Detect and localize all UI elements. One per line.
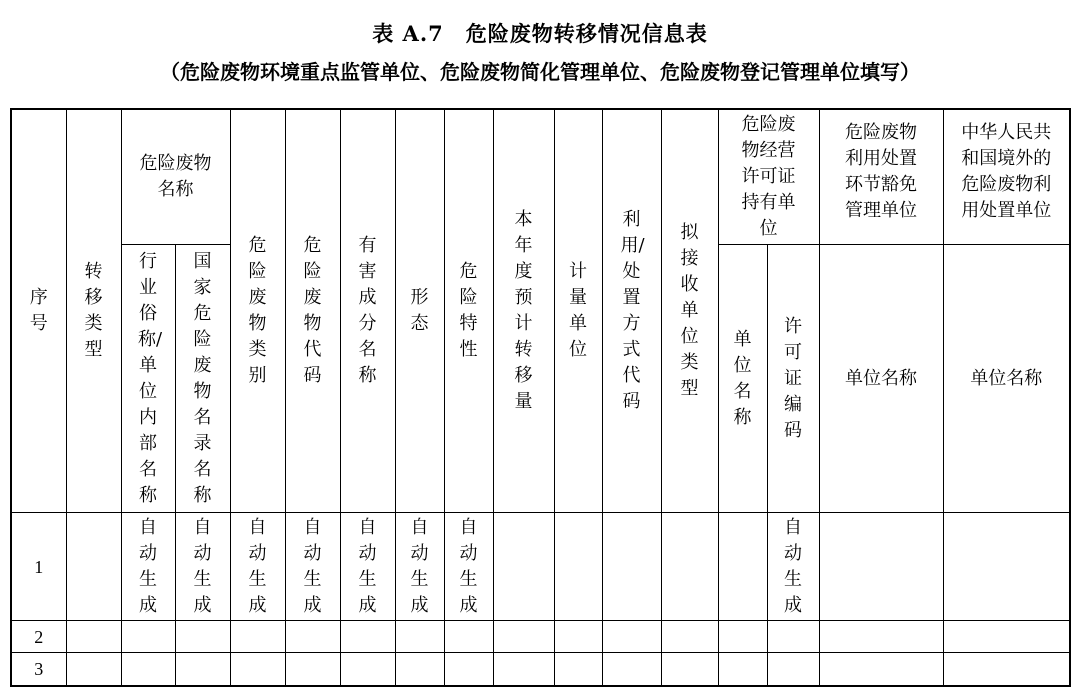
table-subtitle: （危险废物环境重点监管单位、危险废物简化管理单位、危险废物登记管理单位填写） xyxy=(160,60,920,84)
header-industry-name: 行业俗称/单位内部名称 xyxy=(121,245,175,513)
header-unit-name: 单位名称 xyxy=(718,245,767,513)
cell-category: 自动生成 xyxy=(230,513,285,621)
row-seq: 2 xyxy=(11,621,66,653)
cell[interactable] xyxy=(602,621,661,653)
cell[interactable] xyxy=(230,653,285,686)
cell-national-name: 自动生成 xyxy=(175,513,230,621)
cell[interactable] xyxy=(767,621,819,653)
waste-transfer-table xyxy=(10,108,1071,687)
header-code: 危险废物代码 xyxy=(285,109,340,513)
cell-license-no: 自动生成 xyxy=(767,513,819,621)
cell[interactable] xyxy=(718,653,767,686)
cell[interactable] xyxy=(175,621,230,653)
cell[interactable] xyxy=(493,621,554,653)
cell[interactable] xyxy=(767,653,819,686)
cell[interactable] xyxy=(175,653,230,686)
header-waste-name-group: 危险废物名称 xyxy=(121,109,230,245)
table-row xyxy=(11,653,1070,686)
cell[interactable] xyxy=(340,621,395,653)
cell[interactable] xyxy=(395,653,444,686)
table-row xyxy=(11,513,1070,621)
header-property: 危险特性 xyxy=(444,109,493,513)
cell[interactable] xyxy=(554,653,602,686)
cell[interactable] xyxy=(121,653,175,686)
cell[interactable] xyxy=(285,653,340,686)
table-title: 表 A.7 危险废物转移情况信息表 xyxy=(372,21,708,46)
header-unit: 计量单位 xyxy=(554,109,602,513)
header-license-group: 危险废物经营许可证持有单位 xyxy=(718,109,819,245)
header-method-code: 利用/处置方式代码 xyxy=(602,109,661,513)
header-national-name: 国家危险废物名录名称 xyxy=(175,245,230,513)
cell-property: 自动生成 xyxy=(444,513,493,621)
cell-industry-name: 自动生成 xyxy=(121,513,175,621)
header-overseas-unit-name: 单位名称 xyxy=(943,245,1070,513)
cell[interactable] xyxy=(718,621,767,653)
cell-harmful: 自动生成 xyxy=(340,513,395,621)
cell[interactable] xyxy=(66,621,121,653)
cell[interactable] xyxy=(943,621,1070,653)
cell[interactable] xyxy=(285,621,340,653)
header-annual-qty: 本年度预计转移量 xyxy=(493,109,554,513)
header-form: 形态 xyxy=(395,109,444,513)
cell[interactable] xyxy=(819,621,943,653)
cell[interactable] xyxy=(493,653,554,686)
cell[interactable] xyxy=(444,653,493,686)
row-seq: 3 xyxy=(11,653,66,686)
header-harmful: 有害成分名称 xyxy=(340,109,395,513)
cell[interactable] xyxy=(554,621,602,653)
header-license-no: 许可证编码 xyxy=(767,245,819,513)
header-receiver-type: 拟接收单位类型 xyxy=(661,109,718,513)
cell[interactable] xyxy=(340,653,395,686)
header-category: 危险废物类别 xyxy=(230,109,285,513)
cell[interactable] xyxy=(121,621,175,653)
cell-method-code[interactable] xyxy=(602,513,661,621)
table-row xyxy=(11,621,1070,653)
cell-receiver-type[interactable] xyxy=(661,513,718,621)
row-seq: 1 xyxy=(11,513,66,621)
cell[interactable] xyxy=(230,621,285,653)
cell[interactable] xyxy=(444,621,493,653)
header-overseas-group: 中华人民共和国境外的危险废物利用处置单位 xyxy=(943,109,1070,245)
cell-unit-name[interactable] xyxy=(718,513,767,621)
header-seq: 序号 xyxy=(11,109,66,513)
cell-form: 自动生成 xyxy=(395,513,444,621)
cell[interactable] xyxy=(819,653,943,686)
header-exempt-group: 危险废物利用处置环节豁免管理单位 xyxy=(819,109,943,245)
cell[interactable] xyxy=(943,653,1070,686)
cell-overseas-unit-name[interactable] xyxy=(943,513,1070,621)
cell-transfer-type[interactable] xyxy=(66,513,121,621)
cell-code: 自动生成 xyxy=(285,513,340,621)
header-exempt-unit-name: 单位名称 xyxy=(819,245,943,513)
cell[interactable] xyxy=(66,653,121,686)
cell[interactable] xyxy=(602,653,661,686)
cell-annual-qty[interactable] xyxy=(493,513,554,621)
cell-unit[interactable] xyxy=(554,513,602,621)
cell-exempt-unit-name[interactable] xyxy=(819,513,943,621)
header-transfer-type: 转移类型 xyxy=(66,109,121,513)
cell[interactable] xyxy=(661,621,718,653)
cell[interactable] xyxy=(661,653,718,686)
cell[interactable] xyxy=(395,621,444,653)
